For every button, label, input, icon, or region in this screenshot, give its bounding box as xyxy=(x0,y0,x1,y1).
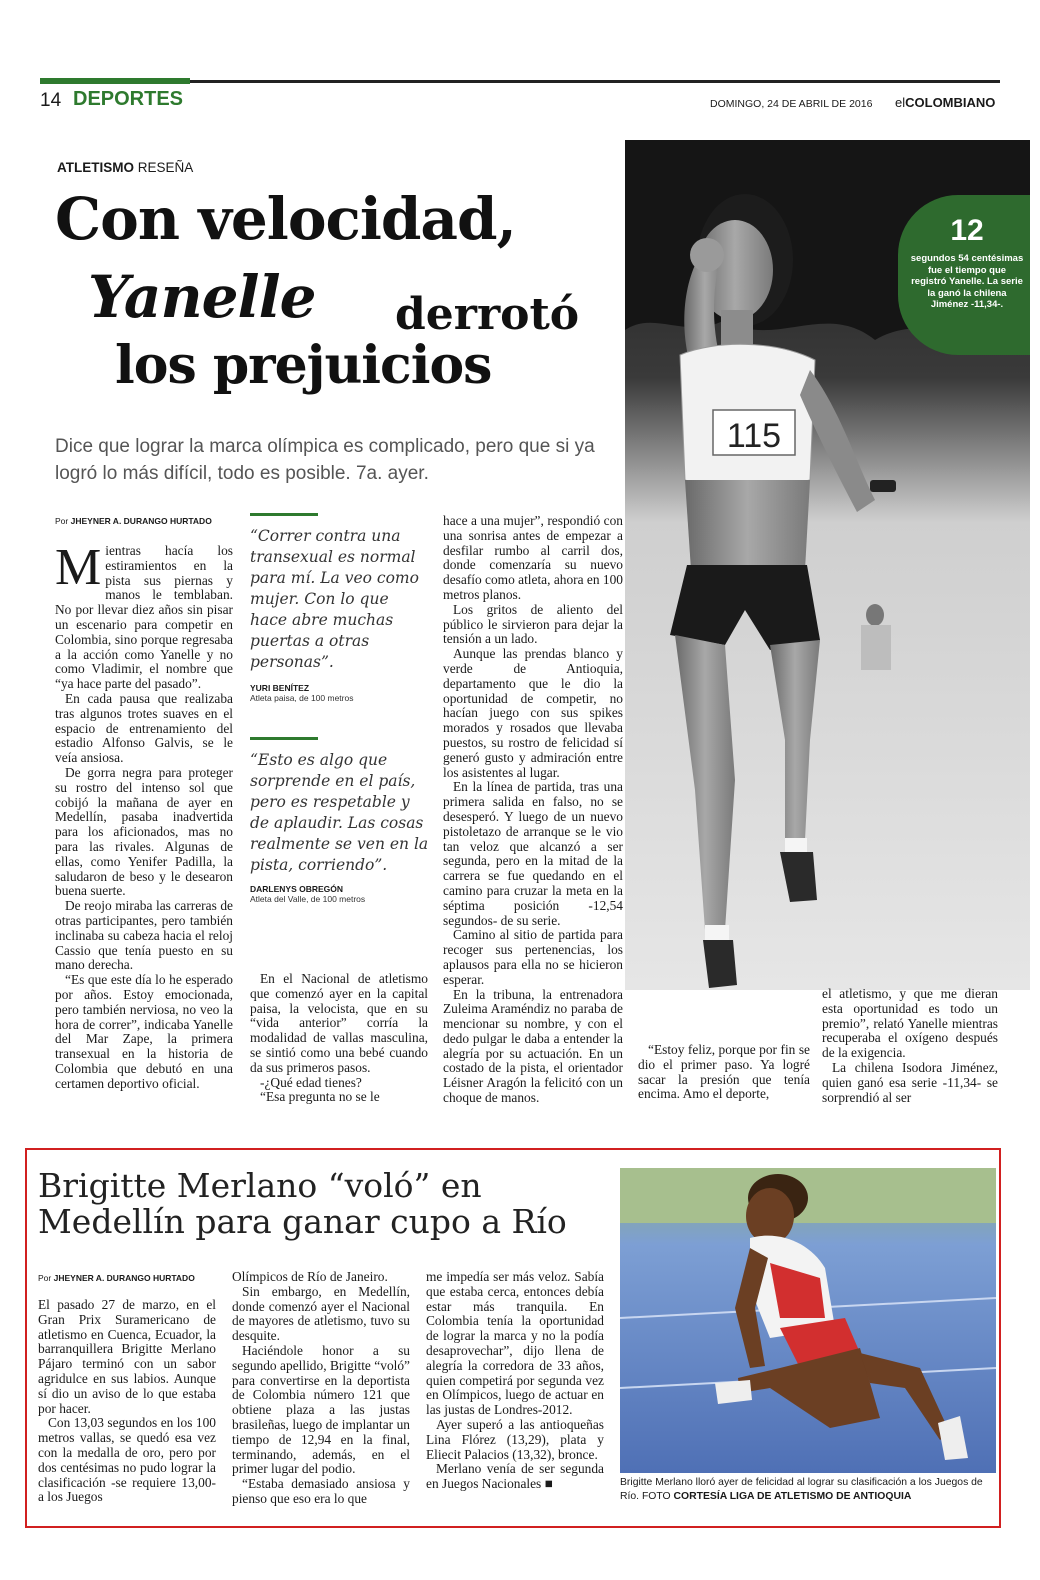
article-column-3: hace a una mujer”, respondió con una sonrisa antes de empezar a desfilar rumbo al carril dos, donde comenzaría su nuevo desafío como atleta, ahora en 100 metros planos. Los gritos de aliento del público le sirvieron para dejar la tensión a un lado. Aunque las prendas blanco y verde de Antioquia, departamento que le dio la oportunidad de competir, no hacían juego con sus spikes morados y rosados que llevaba puestos, su rostro de felicidad sí generó gusto y admiración entre los asistentes al lugar. En la línea de partida, tras una primera salida en falso, no se desesperó. Y luego de un nuevo pistoletazo de arranque se le vio tan veloz que alcanzó a ser segunda, pero en la mitad de la carrera se fue quedando en el camino para cruzar la meta en la séptima posición -12,54 segundos- de su serie. Camino al sitio de partida para recoger sus pertenencias, los aplausos para ella no se hicieron esperar. En la tribuna, la entrenadora Zuleima Araméndiz no paraba de mencionar su nombre, y con el dedo pulgar le daba a entender la alegría por su actuación. En un costado de la pista, el orientador Léisner Aragón la felicitó con un choque de manos. xyxy=(443,513,623,1106)
article-column-1: Mientras hacía los estiramientos en la pista sus piernas y manos le temblaban. No por llevar diez años sin pisar un escenario para competir en Colombia, sino porque regresaba a la acción como Yanelle y no como Vladimir, el nombre que “ya hace parte del pasado”. En cada pausa que realizaba tras algunos trotes suaves en el espacio de entrenamiento del estadio Alfonso Galvis, se le veía ansiosa. De gorra negra para proteger su rostro del intenso sol que cobijó la mañana de ayer en Medellín, pasaba inadvertida para los aficionados, mas no para las rivales. Algunas de ellas, como Yenifer Padilla, la saludaron de beso y le desearon buena suerte. De reojo miraba las carreras de otras participantes, pero también inclinaba su cabeza hacia el reloj Cassio que tenía puesto en su mano derecha. “Es que este día lo he esperado por años. Estoy emocionada, pero también nerviosa, no veo la hora de correr”, indicaba Yanelle del Mar Zape, la primera transexual en la historia de Colombia que debutó en una certamen deportivo oficial. xyxy=(55,539,233,1091)
photo-caption: Brigitte Merlano lloró ayer de felicidad al lograr su clasificación a los Juegos de Río. FOTO CORTESÍA LIGA DE ATLETISMO DE ANTIOQUIA xyxy=(620,1477,983,1502)
article-byline: Por JHEYNER A. DURANGO HURTADO xyxy=(55,516,212,526)
quote-text: “Correr contra una transexual es normal para mí. La veo como mujer. Con lo que hace abre muchas puertas a otras personas”. xyxy=(250,527,419,671)
article-column-4: “Estoy feliz, porque por fin se dio el primer paso. Ya logré sacar la presión que tenía encima. Amo el deporte, xyxy=(638,1042,810,1102)
quote-accent-bar xyxy=(250,513,318,516)
boxed-story-column-3: me impedía ser más veloz. Sabía que estaba cerca, entonces debía estar más tranquila. En Colombia tenía la oportunidad de lograr la marca y no la podía desaprovechar”, dijo llena de alegría la corredora de 33 años, quien competirá por segunda vez en Olímpicos, luego de actuar en las justas de Londres-2012. Ayer superó a las antioqueñas Lina Flórez (13,29), plata y Eliecit Palacios (13,32), bronce. Merlano venía de ser segunda en Juegos Nacionales ■ xyxy=(426,1269,604,1492)
quote-accent-bar xyxy=(250,737,318,740)
badge-text: segundos 54 centésimas fue el tiempo que registró Yanelle. La serie la ganó la chilena Jiménez -11,34-. xyxy=(910,253,1024,310)
badge-number: 12 xyxy=(950,214,984,247)
section-name: DEPORTES xyxy=(73,88,184,110)
athlete-kneeling-illustration xyxy=(620,1168,996,1473)
stat-badge xyxy=(898,195,1030,355)
brand-logo: elCOLOMBIANO xyxy=(895,95,996,110)
article-column-5: el atletismo, y que me dieran esta oportunidad es todo un premio”, relató Yanelle mientras recuperaba el oxígeno después de la exigencia. La chilena Isodora Jiménez, quien ganó esa serie -11,34- se sorprendió al ser xyxy=(822,986,998,1105)
page-number: 14 xyxy=(40,90,62,111)
boxed-story-title: Brigitte Merlano “voló” en Medellín para ganar cupo a Río xyxy=(38,1166,567,1241)
headline-line-2-verb: derrotó xyxy=(395,289,580,340)
drop-cap: M xyxy=(55,539,102,596)
headline-line-1: Con velocidad, xyxy=(55,185,516,253)
boxed-story-byline: Por JHEYNER A. DURANGO HURTADO xyxy=(38,1273,195,1283)
bib-number: 115 xyxy=(726,417,782,455)
quote-author: DARLENYS OBREGÓN xyxy=(250,884,344,894)
article-subtitle: Dice que lograr la marca olímpica es complicado, pero que si ya logró lo más difícil, todo es posible. 7a. ayer. xyxy=(55,436,595,484)
boxed-story-column-2: Olímpicos de Río de Janeiro. Sin embargo, en Medellín, donde comenzó ayer el Nacional de mayores de atletismo, tuvo su desquite. Haciéndole honor a su segundo apellido, Brigitte “voló” para convertirse en la deportista de Colombia número 121 que obtiene plaza a las justas brasileñas, luego de implantar un tiempo de 12,94 en la final, terminando, además, en el primer lugar del podio. “Estaba demasiado ansiosa y pienso que eso era lo que xyxy=(232,1269,410,1506)
headline-line-2-name: Yanelle xyxy=(88,263,316,331)
quote-author-role: Atleta paisa, de 100 metros xyxy=(250,693,354,703)
athlete-kneeling-photo xyxy=(620,1168,996,1473)
quote-author: YURI BENÍTEZ xyxy=(250,683,310,693)
boxed-story-column-1: El pasado 27 de marzo, en el Gran Prix Suramericano de atletismo en Cuenca, Ecuador, la barranquillera Brigitte Merlano Pájaro terminó con un sabor agridulce en sus labios. Aunque sí dio un aviso de lo que estaba por hacer. Con 13,03 segundos en los 100 metros vallas, se quedó esa vez con la medalla de oro, pero por dos centésimas no pudo lograr la clasificación -se requiere 13,00- a los Juegos xyxy=(38,1297,216,1505)
pull-quote-1 xyxy=(250,513,430,703)
header-accent-bar xyxy=(40,78,190,84)
article-kicker: ATLETISMO RESEÑA xyxy=(57,160,194,175)
quote-text: “Esto es algo que sorprende en el país, pero es respetable y de aplaudir. Las cosas realmente se ven en la pista, corriendo”. xyxy=(250,751,429,874)
article-column-2: En el Nacional de atletismo que comenzó ayer en la capital paisa, la velocista, que en su “vida anterior” corría la modalidad de vallas masculina, se sintió como una bebé cuando da sus primeros pasos. -¿Qué edad tienes? “Esa pregunta no se le xyxy=(250,971,428,1105)
header-date: DOMINGO, 24 DE ABRIL DE 2016 xyxy=(710,98,873,110)
quote-author-role: Atleta del Valle, de 100 metros xyxy=(250,894,366,904)
headline-line-3: los prejuicios xyxy=(115,335,492,396)
pull-quote-2 xyxy=(250,737,430,904)
